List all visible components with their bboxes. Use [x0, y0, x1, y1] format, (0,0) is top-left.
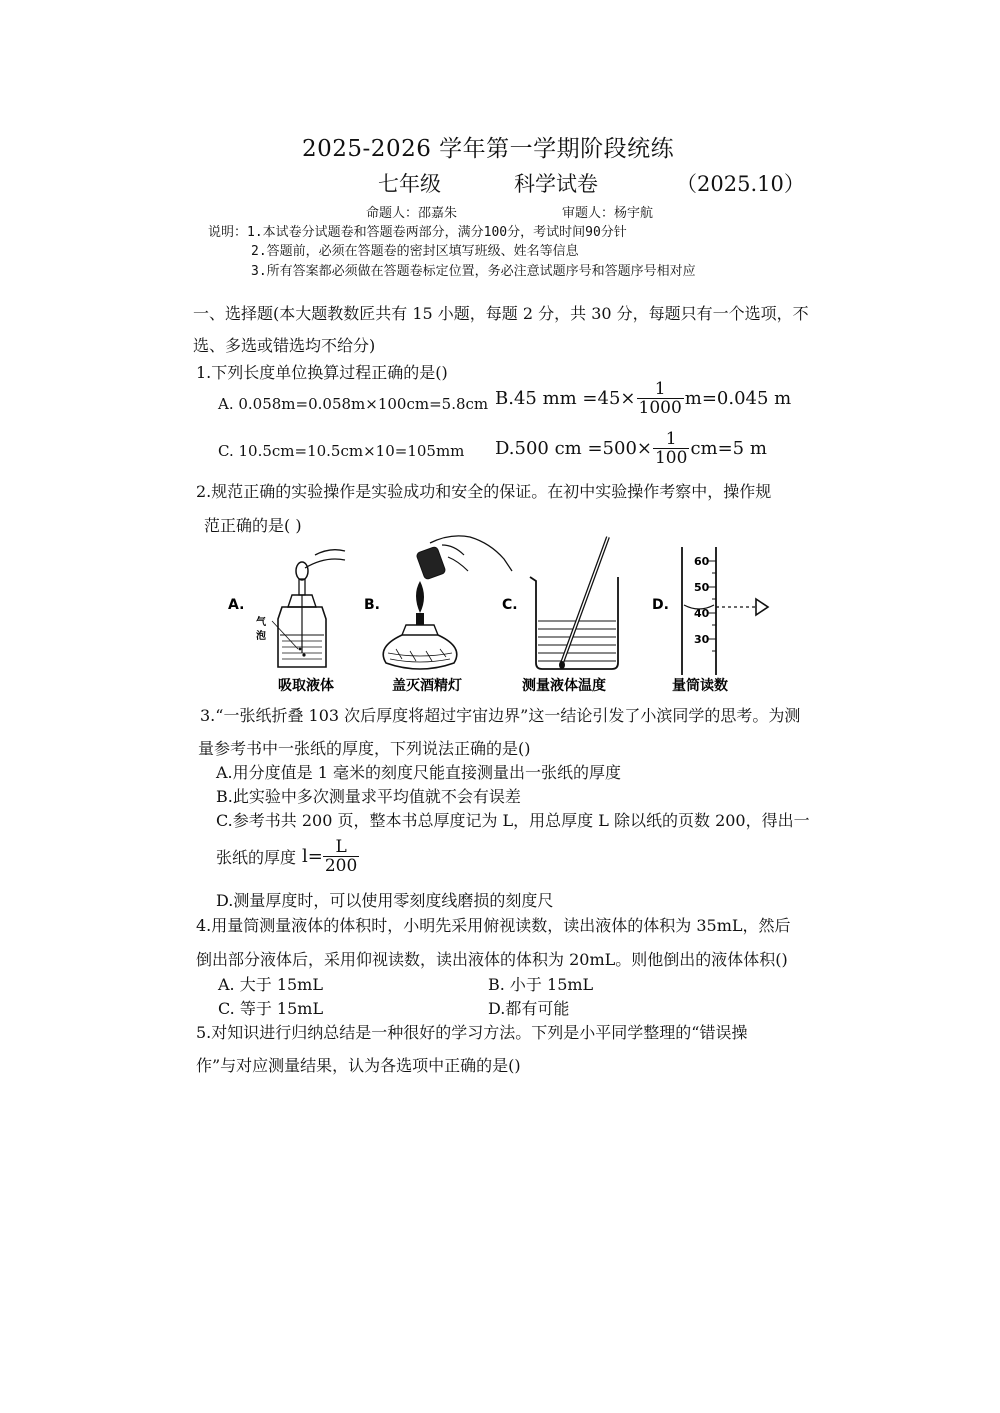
q1-b-fraction [637, 380, 684, 417]
q4-option-d: D.都有可能 [488, 999, 570, 1018]
q3-option-a: A.用分度值是 1 毫米的刻度尺能直接测量出一张纸的厚度 [216, 763, 621, 782]
figure-b-label: B. [364, 597, 380, 613]
q4-line1: 4.用量筒测量液体的体积时，小明先采用俯视读数，读出液体的体积为 35mL，然后 [196, 916, 791, 935]
q3-option-b: B.此实验中多次测量求平均值就不会有误差 [216, 787, 521, 806]
figure-c-label: C. [502, 597, 518, 613]
q1-option-a: A. 0.058m=0.058m×100cm=5.8cm [218, 395, 489, 413]
q1-option-d [494, 430, 768, 467]
q3-c-den: 200 [324, 856, 358, 876]
figure-d-cylinder [652, 547, 768, 694]
q4-option-a: A. 大于 15mL [218, 975, 323, 994]
figure-d-label: D. [652, 597, 669, 613]
q1-option-c: C. 10.5cm=10.5cm×10=105mm [218, 442, 465, 460]
q3-c-var: l= [302, 846, 323, 867]
q4-option-b: B. 小于 15mL [488, 975, 594, 994]
figure-c-thermometer [502, 537, 618, 694]
q5-line1: 5.对知识进行归纳总结是一种很好的学习方法。下列是小平同学整理的“错误操 [196, 1023, 748, 1042]
setter-label: 命题人：邵嘉朱 [366, 206, 458, 221]
reviewer-label: 审题人：杨宇航 [562, 206, 654, 221]
q3-line2: 量参考书中一张纸的厚度，下列说法正确的是() [198, 739, 531, 758]
caption-a: 吸取液体 [278, 678, 334, 694]
q3-option-c: C.参考书共 200 页，整本书总厚度记为 L，用总厚度 L 除以纸的页数 200，得出一 [216, 811, 810, 830]
q4-line2: 倒出部分液体后，采用仰视读数，读出液体的体积为 20mL。则他倒出的液体体积() [196, 950, 788, 969]
q4-option-c: C. 等于 15mL [218, 999, 324, 1018]
tick-60: 60 [694, 555, 710, 568]
q1-d-den: 100 [654, 448, 688, 468]
caption-c: 测量液体温度 [522, 678, 606, 694]
q1-stem: 1.下列长度单位换算过程正确的是() [196, 363, 448, 382]
q1-b-post: m=0.045 m [684, 388, 792, 409]
section-heading-line1: 一、选择题(本大题教数匠共有 15 小题，每题 2 分，共 30 分，每题只有一个选项，不 [193, 304, 809, 323]
q1-d-num: 1 [665, 429, 677, 449]
q1-d-fraction [653, 430, 689, 467]
tick-50: 50 [694, 581, 710, 594]
caption-b: 盖灭酒精灯 [392, 678, 462, 694]
q2-figure [220, 535, 790, 700]
tick-40: 40 [694, 607, 710, 620]
caption-d: 量筒读数 [672, 678, 728, 694]
q1-option-b [494, 380, 792, 417]
q1-d-pre: D.500 cm =500× [495, 438, 652, 459]
q1-b-pre: B.45 mm =45× [495, 388, 636, 409]
q3-c-num: L [335, 837, 347, 857]
q3-option-d: D.测量厚度时，可以使用零刻度线磨损的刻度尺 [216, 891, 554, 910]
figure-a-dropper [228, 550, 345, 694]
q1-b-num: 1 [654, 379, 666, 399]
bubble-label-2: 泡 [256, 631, 266, 642]
subject-label: 科学试卷 [514, 172, 598, 196]
note-1: 说明：1.本试卷分试题卷和答题卷两部分，满分100分，考试时间90分针 [208, 225, 627, 240]
q3-line1: 3.“一张纸折叠 103 次后厚度将超过宇宙边界”这一结论引发了小滨同学的思考。为测 [200, 706, 801, 725]
q2-line1: 2.规范正确的实验操作是实验成功和安全的保证。在初中实验操作考察中，操作规 [196, 482, 772, 501]
q1-d-post: cm=5 m [690, 438, 767, 459]
q3-c-prefix: 张纸的厚度 [216, 848, 297, 867]
q1-b-den: 1000 [638, 398, 682, 418]
figure-a-label: A. [228, 597, 245, 613]
q2-line2: 范正确的是( ) [204, 516, 302, 535]
note-3: 3.所有答案都必须做在答题卷标定位置，务必注意试题序号和答题序号相对应 [251, 264, 696, 279]
bubble-label-1: 气 [256, 617, 266, 628]
figure-b-alcohol-lamp [364, 536, 512, 694]
section-heading-line2: 选、多选或错选均不给分) [193, 336, 376, 355]
exam-date: （2025.10） [676, 172, 805, 196]
q3-option-c-formula [216, 838, 359, 875]
note-2: 2.答题前，必须在答题卷的密封区填写班级、姓名等信息 [251, 244, 579, 259]
q5-line2: 作”与对应测量结果，认为各选项中正确的是() [196, 1056, 521, 1075]
q3-c-fraction [323, 838, 359, 875]
exam-title: 2025-2026 学年第一学期阶段统练 [302, 136, 675, 162]
tick-30: 30 [694, 633, 710, 646]
grade-label: 七年级 [378, 172, 441, 196]
